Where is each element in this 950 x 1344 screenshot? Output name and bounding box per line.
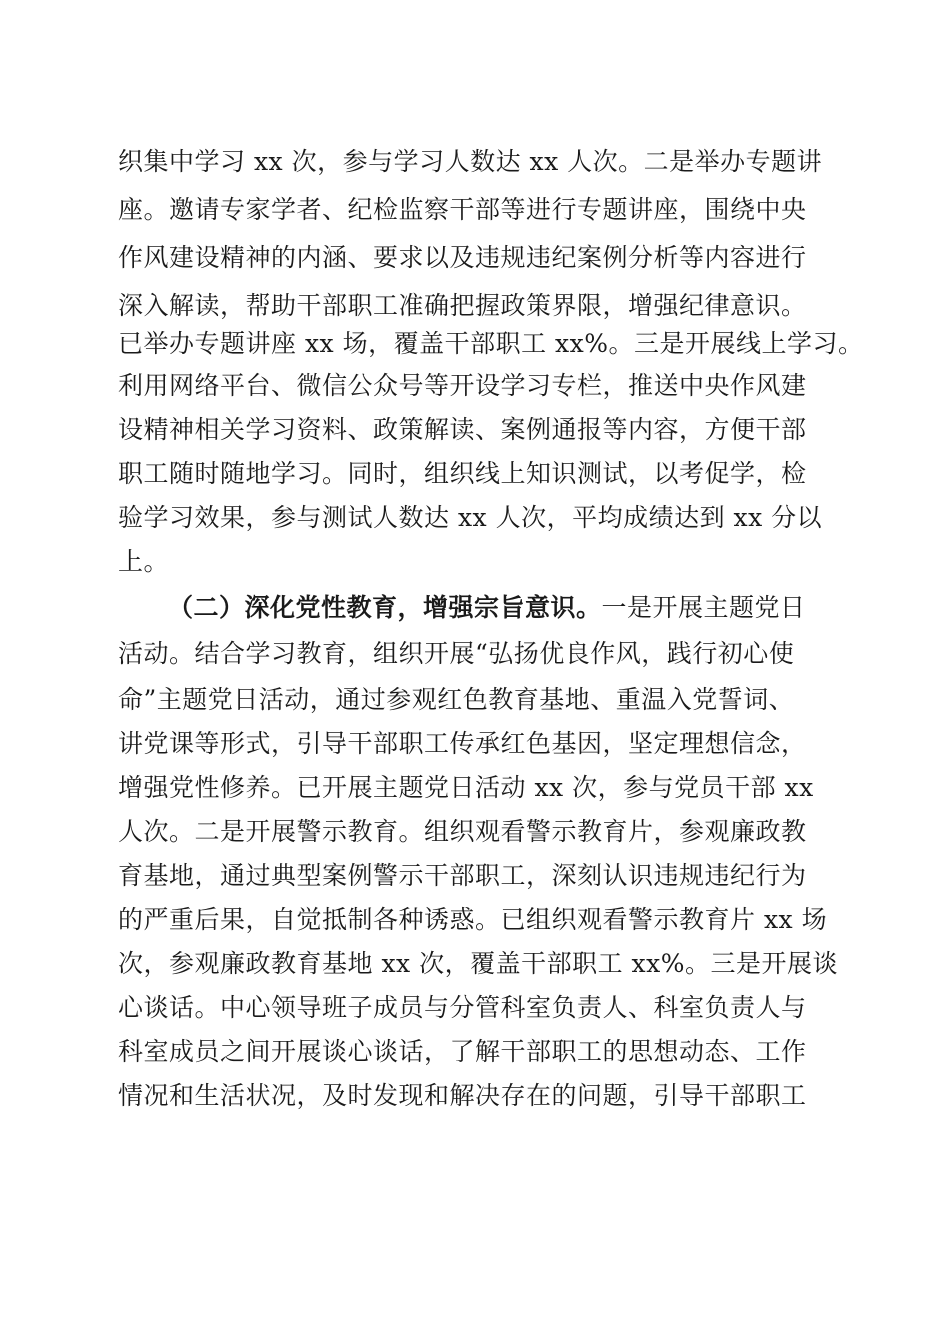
text-line: 情况和生活状况，及时发现和解决存在的问题，引导干部职工 xyxy=(118,1081,807,1110)
text-line: 上。 xyxy=(118,547,170,576)
text-line: 育基地，通过典型案例警示干部职工，深刻认识违规违纪行为 xyxy=(118,861,807,890)
text-line: 作风建设精神的内涵、要求以及违规违纪案例分析等内容进行 xyxy=(118,243,807,272)
text-line: 的严重后果，自觉抵制各种诱惑。已组织观看警示教育片 xx 场 xyxy=(118,905,828,934)
text-line: 验学习效果，参与测试人数达 xx 人次，平均成绩达到 xx 分以 xyxy=(118,503,823,532)
text-line: 人次。二是开展警示教育。组织观看警示教育片，参观廉政教 xyxy=(118,817,807,846)
text-line: 次，参观廉政教育基地 xx 次，覆盖干部职工 xx%。三是开展谈 xyxy=(118,949,838,978)
text-line: 深入解读，帮助干部职工准确把握政策界限，增强纪律意识。 xyxy=(118,291,807,320)
text-line: 命”主题党日活动，通过参观红色教育基地、重温入党誓词、 xyxy=(118,685,795,714)
text-line: 职工随时随地学习。同时，组织线上知识测试，以考促学，检 xyxy=(118,459,807,488)
section-first-line-text: 一是开展主题党日 xyxy=(601,593,806,622)
text-line: 已举办专题讲座 xx 场，覆盖干部职工 xx%。三是开展线上学习。 xyxy=(118,329,864,358)
section-heading-line xyxy=(168,588,838,628)
text-line: 利用网络平台、微信公众号等开设学习专栏，推送中央作风建 xyxy=(118,371,807,400)
text-line: 讲党课等形式，引导干部职工传承红色基因，坚定理想信念， xyxy=(118,729,807,758)
text-line: 设精神相关学习资料、政策解读、案例通报等内容，方便干部 xyxy=(118,415,807,444)
text-line: 织集中学习 xx 次，参与学习人数达 xx 人次。二是举办专题讲 xyxy=(118,147,823,176)
text-line: 活动。结合学习教育，组织开展“弘扬优良作风，践行初心使 xyxy=(118,639,795,668)
text-line: 座。邀请专家学者、纪检监察干部等进行专题讲座，围绕中央 xyxy=(118,195,807,224)
text-line: 科室成员之间开展谈心谈话，了解干部职工的思想动态、工作 xyxy=(118,1037,807,1066)
section-heading: （二）深化党性教育，增强宗旨意识。 xyxy=(168,593,602,622)
text-line: 心谈话。中心领导班子成员与分管科室负责人、科室负责人与 xyxy=(118,993,807,1022)
text-line: 增强党性修养。已开展主题党日活动 xx 次，参与党员干部 xx xyxy=(118,773,814,802)
